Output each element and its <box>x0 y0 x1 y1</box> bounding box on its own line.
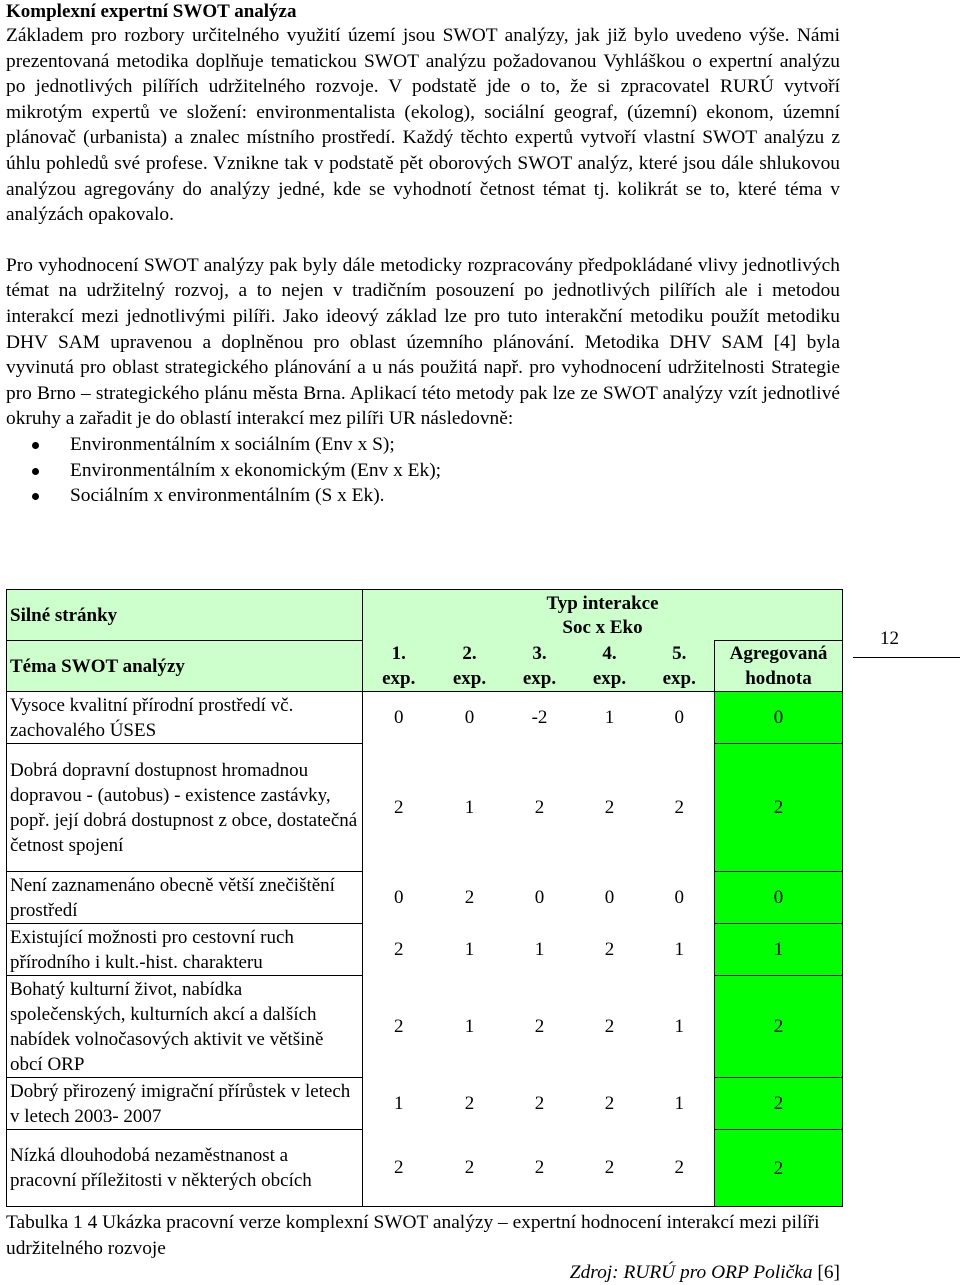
cell-aggregate: 0 <box>715 692 843 744</box>
cell-expert-3: 0 <box>534 887 545 908</box>
row-topic: Nízká dlouhodobá nezaměstnanost a pracovní příležitosti v některých obcích <box>7 1130 363 1207</box>
cell-aggregate: 1 <box>715 924 843 976</box>
cell-expert-4: 2 <box>604 1093 615 1114</box>
cell-expert-5: 1 <box>674 939 684 960</box>
cell-expert-3: -2 <box>531 707 548 729</box>
cell-expert-2: 2 <box>435 1130 505 1207</box>
bullet-icon <box>32 493 39 500</box>
section-title: Komplexní expertní SWOT analýza <box>6 1 297 22</box>
cell-expert-4: 1 <box>604 707 615 729</box>
row-topic: Není zaznamenáno obecně větší znečištění prostředí <box>7 872 363 924</box>
cell-expert-4: 0 <box>604 887 615 908</box>
cell-expert-2: 1 <box>464 797 475 818</box>
cell-expert-1: 0 <box>394 707 404 729</box>
bullet-icon <box>32 442 39 449</box>
row-topic: Bohatý kulturní život, nabídka společenských, kulturních akcí a dalších nabídek volnočasových aktivit ve většině obcí ORP <box>7 976 363 1078</box>
cell-expert-1: 2 <box>394 939 404 960</box>
header-expert-3: 3. exp. <box>505 641 575 692</box>
cell-expert-5: 2 <box>674 797 684 818</box>
cell-expert-4: 2 <box>575 1130 645 1207</box>
cell-expert-5: 1 <box>674 1093 684 1114</box>
table-row <box>7 976 843 1078</box>
list-item: Environmentálním x sociálním (Env x S); <box>6 432 840 458</box>
cell-expert-3: 1 <box>534 939 545 960</box>
row-topic: Dobrá dopravní dostupnost hromadnou dopravou - (autobus) - existence zastávky, popř. její dobrá dostupnost z obce, dostatečná četnost spojení <box>7 744 363 872</box>
bullet-icon <box>32 468 39 475</box>
cell-expert-2: 1 <box>464 1016 475 1037</box>
cell-expert-3: 2 <box>534 797 545 818</box>
header-expert-2: 2. exp. <box>435 641 505 692</box>
paragraph-method: Pro vyhodnocení SWOT analýzy pak byly dále metodicky rozpracovány předpokládané vlivy jednotlivých témat na udržitelný rozvoj, a to nejen v tradičním posouzení po jednotlivých pilířích ale i metodou interakcí mezi jednotlivými pilíři. Jako ideový základ lze pro tuto interakční metodiku použít metodiku DHV SAM upravenou a doplněnou pro oblast územního plánování. Metodika DHV SAM [4] byla vyvinutá pro oblast strategického plánování a u nás použitá např. pro vyhodnocení udržitelnosti Strategie pro Brno – strategického plánu města Brna. Aplikací této metody pak lze ze SWOT analýzy vzít jednotlivé okruhy a zařadit je do oblastí interakcí mez pilíři UR následovně: <box>6 254 840 430</box>
row-topic: Vysoce kvalitní přírodní prostředí vč. zachovalého ÚSES <box>7 692 363 744</box>
cell-expert-1: 1 <box>394 1093 404 1114</box>
list-item: Sociálním x environmentálním (S x Ek). <box>6 483 840 509</box>
interaction-list <box>6 432 840 509</box>
cell-aggregate: 0 <box>715 872 843 924</box>
cell-expert-5: 2 <box>645 1130 715 1207</box>
cell-expert-2: 2 <box>464 1093 475 1114</box>
table-row <box>7 924 843 976</box>
list-item: Environmentálním x ekonomickým (Env x Ek); <box>6 458 840 484</box>
table-row <box>7 744 843 872</box>
source-note: Zdroj: RURÚ pro ORP Polička [6] <box>569 1262 840 1283</box>
cell-expert-1: 2 <box>394 1016 404 1037</box>
cell-expert-3: 2 <box>534 1093 545 1114</box>
paragraph-intro: Základem pro rozbory určitelného využití území jsou SWOT analýzy, jak již bylo uvedeno výše. Námi prezentovaná metodika doplňuje tematickou SWOT analýzu požadovanou Vyhláškou o expertní analýzu po jednotlivých pilířích udržitelného rozvoje. V podstatě jde o to, že si zpracovatel RURÚ vytvoří mikrotým expertů ve složení: environmentalista (ekolog), sociální geograf, (územní) ekonom, územní plánovač (urbanista) a znalec místního prostředí. Každý těchto expertů vytvoří vlastní SWOT analýzu z úhlu pohledů své profese. Vznikne tak v podstatě pět oborových SWOT analýz, které jsou dále shlukovou analýzou agregovány do analýzy jedné, kde se vyhodnotí četnost témat tj. kolikrát se to, které téma v analýzách opakovalo. <box>6 25 840 226</box>
header-strengths: Silné stránky <box>7 590 363 641</box>
table-row <box>7 692 843 744</box>
cell-expert-2: 0 <box>464 707 475 729</box>
header-topic: Téma SWOT analýzy <box>7 641 363 692</box>
table-caption: Tabulka 1 4 Ukázka pracovní verze komplexní SWOT analýzy – expertní hodnocení interakcí mezi pilíři udržitelného rozvoje <box>6 1212 820 1259</box>
swot-table <box>6 589 843 1207</box>
header-expert-4: 4. exp. <box>575 641 645 692</box>
row-topic: Dobrý přirozený imigrační přírůstek v letech v letech 2003- 2007 <box>7 1078 363 1130</box>
cell-expert-4: 2 <box>604 939 615 960</box>
table-row <box>7 1078 843 1130</box>
document-body <box>6 0 840 509</box>
cell-aggregate: 2 <box>715 976 843 1078</box>
cell-aggregate: 2 <box>715 1078 843 1130</box>
header-aggregate: Agregovaná hodnota <box>715 641 843 692</box>
cell-expert-1: 0 <box>394 887 404 908</box>
cell-expert-2: 1 <box>464 939 475 960</box>
table-row <box>7 1130 843 1207</box>
cell-expert-5: 0 <box>674 707 684 729</box>
page-number-rule <box>853 657 960 658</box>
cell-expert-3: 2 <box>505 1130 575 1207</box>
cell-aggregate: 2 <box>715 744 843 872</box>
cell-aggregate: 2 <box>715 1130 843 1207</box>
table-row <box>7 872 843 924</box>
page-number: 12 <box>880 628 899 649</box>
cell-expert-4: 2 <box>604 1016 615 1037</box>
cell-expert-5: 1 <box>674 1016 684 1037</box>
cell-expert-3: 2 <box>534 1016 545 1037</box>
cell-expert-1: 2 <box>394 797 404 818</box>
header-expert-5: 5. exp. <box>645 641 715 692</box>
cell-expert-5: 0 <box>674 887 684 908</box>
header-expert-1: 1. exp. <box>363 641 435 692</box>
cell-expert-2: 2 <box>464 887 475 908</box>
cell-expert-1: 2 <box>363 1130 435 1207</box>
row-topic: Existující možnosti pro cestovní ruch přírodního i kult.-hist. charakteru <box>7 924 363 976</box>
header-interaction-type: Typ interakce Soc x Eko <box>363 590 843 641</box>
cell-expert-4: 2 <box>604 797 615 818</box>
